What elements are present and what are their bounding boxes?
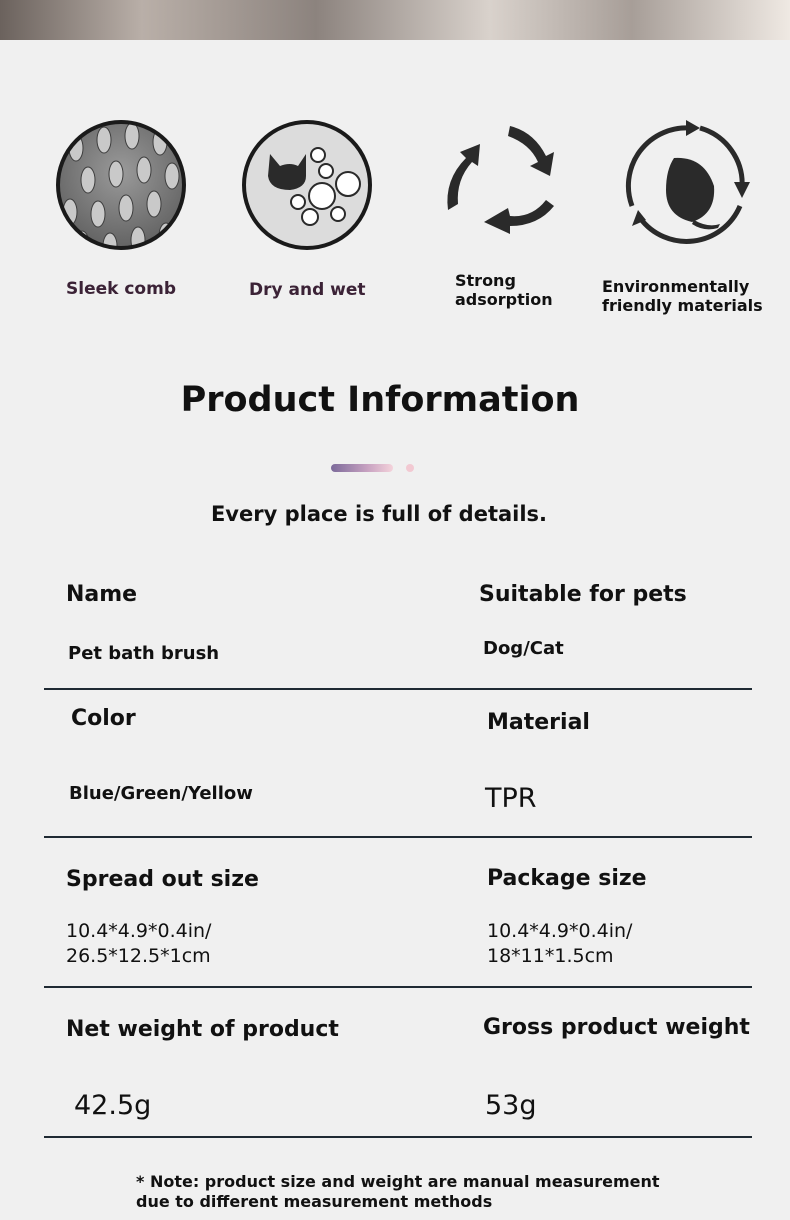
measurement-note-text: * Note: product size and weight are manual measurement due to different measurement methods [136,1172,660,1211]
recycle-arrows-icon [426,118,560,252]
spec-value-name: Pet bath brush [68,643,220,664]
spec-label-net-weight: Net weight of product [66,1017,339,1042]
hero-image-strip [0,0,790,40]
feature-label-sleek-comb: Sleek comb [66,279,176,299]
spec-label-gross-weight: Gross product weight [483,1015,750,1040]
feature-eco-materials [608,118,758,252]
spec-value-material: TPR [485,783,537,814]
spec-label-material: Material [487,710,590,735]
table-row-divider [44,836,752,838]
feature-label-strong-adsorption [455,271,553,309]
spec-label-color: Color [71,706,136,731]
spec-value-gross-weight: 53g [485,1090,537,1121]
table-row-divider [44,1136,752,1138]
feature-strong-adsorption [418,118,568,252]
spec-label-spread-size: Spread out size [66,867,259,892]
cat-bubbles-icon [240,118,374,252]
measurement-note [136,1172,736,1212]
spec-value-net-weight: 42.5g [74,1090,152,1121]
feature-dry-and-wet [232,118,382,252]
title-divider-dot [406,464,414,472]
spec-value-color: Blue/Green/Yellow [69,783,253,804]
feature-label-dry-and-wet: Dry and wet [249,280,366,300]
section-title: Product Information [180,380,580,420]
eco-materials-text: Environmentally friendly materials [602,277,763,315]
spec-label-package-size: Package size [487,866,647,891]
feature-label-eco-materials [602,277,763,315]
title-divider-bar [331,464,393,472]
section-subtitle: Every place is full of details. [210,502,548,526]
comb-texture-icon [54,118,188,252]
spec-value-package-size: 10.4*4.9*0.4in/ 18*11*1.5cm [487,920,633,967]
spec-label-name: Name [66,582,138,607]
leaf-cycle-icon [616,118,750,252]
feature-sleek-comb [46,118,196,252]
table-row-divider [44,986,752,988]
spec-label-suitable-pets: Suitable for pets [479,582,687,607]
spec-value-suitable-pets: Dog/Cat [483,638,564,659]
table-row-divider [44,688,752,690]
spec-value-spread-size: 10.4*4.9*0.4in/ 26.5*12.5*1cm [66,920,212,967]
strong-adsorption-text: Strong adsorption [455,271,553,309]
